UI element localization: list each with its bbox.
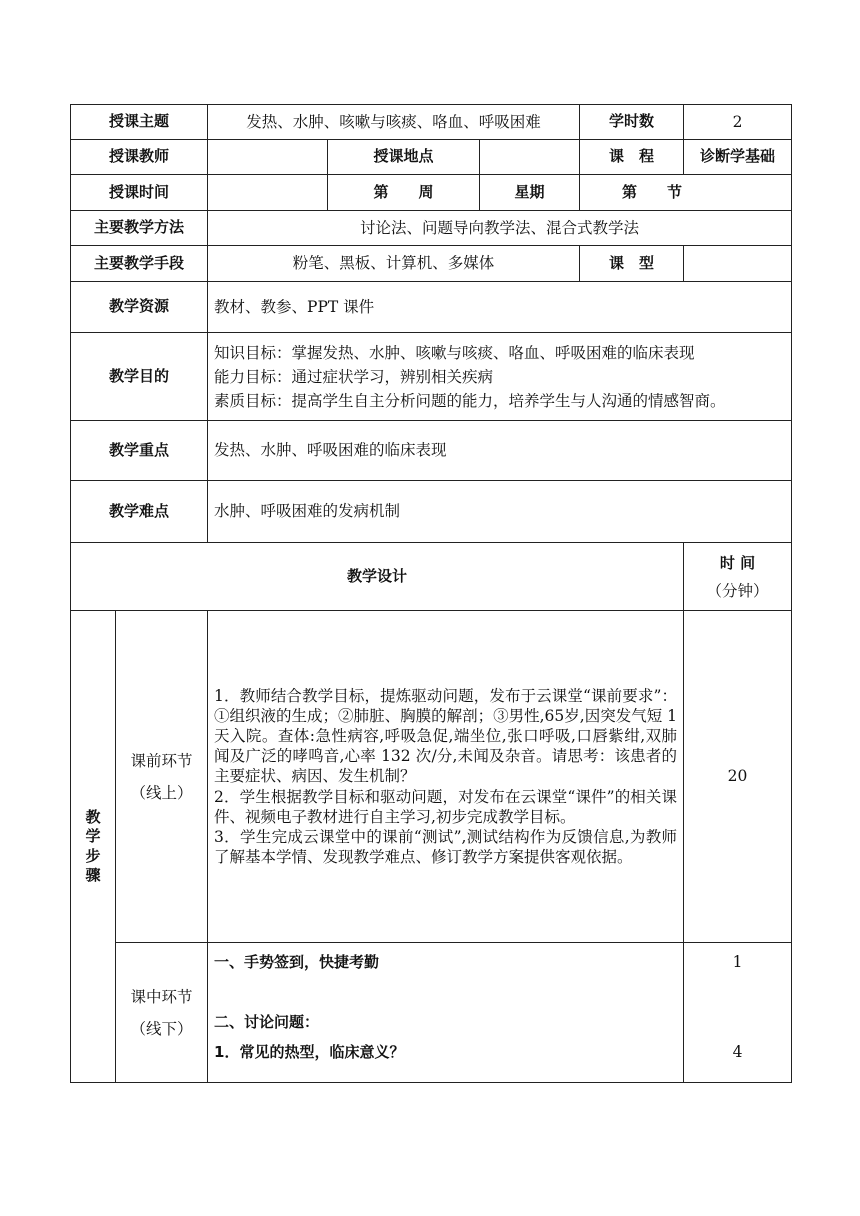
steps-label: 教 学 步 骤: [71, 611, 116, 1083]
teacher-value: [208, 140, 328, 175]
time-header-label: 时 间: [719, 553, 756, 572]
week-label: 第 周: [328, 175, 480, 211]
in-class-minutes: [684, 943, 792, 1083]
difficulties-label: 教学难点: [71, 481, 208, 543]
pre-class-row: [71, 611, 792, 943]
key-points-label: 教学重点: [71, 421, 208, 481]
lesson-plan-table: [70, 104, 792, 1083]
in-class-item-discussion: 二、讨论问题：: [214, 1013, 320, 1031]
pre-class-paragraph-3: 3．学生完成云课堂中的课前“测试”,测试结构作为反馈信息,为教师了解基本学情、发现教学难点、修订教学方案提供客观依据。: [214, 827, 678, 866]
pre-class-paragraph-1: 1．教师结合教学目标，提炼驱动问题，发布于云课堂“课前要求”：①组织液的生成；②肺脏、胸膜的解剖；③男性,65岁,因突发气短 1 天入院。查体:急性病容,呼吸急促,端坐位,张口呼吸,口唇紫绀,双肺闻及广泛的哮鸣音,心率 132 次/分,未闻及杂音。请思考：该患者的主要症状、病因、发生机制？: [214, 686, 678, 786]
method-value: 讨论法、问题导向教学法、混合式教学法: [208, 211, 792, 246]
in-class-content: [208, 943, 684, 1083]
hours-value: 2: [684, 105, 792, 140]
location-label: 授课地点: [328, 140, 480, 175]
key-points-value: 发热、水肿、呼吸困难的临床表现: [208, 421, 792, 481]
weekday-label: 星期: [480, 175, 580, 211]
in-class-stage-name: 课中环节: [130, 987, 193, 1006]
objective-quality: 素质目标：提高学生自主分析问题的能力，培养学生与人沟通的情感智商。: [214, 391, 726, 410]
design-header-row: [71, 543, 792, 611]
resources-value: 教材、教参、PPT 课件: [208, 282, 792, 333]
method-label: 主要教学方法: [71, 211, 208, 246]
in-class-stage-mode: （线下）: [130, 1019, 193, 1038]
resources-row: [71, 282, 792, 333]
section-label: 第 节: [580, 175, 792, 211]
objective-knowledge: 知识目标：掌握发热、水肿、咳嗽与咳痰、咯血、呼吸困难的临床表现: [214, 343, 695, 362]
topic-row: [71, 105, 792, 140]
pre-class-stage-name: 课前环节: [130, 751, 193, 770]
location-value: [480, 140, 580, 175]
means-row: [71, 246, 792, 282]
means-value: 粉笔、黑板、计算机、多媒体: [208, 246, 580, 282]
key-points-row: [71, 421, 792, 481]
teacher-label: 授课教师: [71, 140, 208, 175]
means-label: 主要教学手段: [71, 246, 208, 282]
in-class-stage: [116, 943, 208, 1083]
topic-label: 授课主题: [71, 105, 208, 140]
course-label: 课 程: [580, 140, 684, 175]
in-class-item-question-1: 1．常见的热型，临床意义？: [214, 1043, 405, 1061]
pre-class-stage: [116, 611, 208, 943]
objectives-list: [208, 333, 792, 421]
pre-class-content: [208, 611, 684, 943]
in-class-row: [71, 943, 792, 1083]
design-label: 教学设计: [71, 543, 684, 611]
time-label: 授课时间: [71, 175, 208, 211]
time-header-unit: （分钟）: [706, 581, 769, 600]
time-header: [684, 543, 792, 611]
course-value: 诊断学基础: [684, 140, 792, 175]
pre-class-stage-mode: （线上）: [130, 783, 193, 802]
time-value: [208, 175, 328, 211]
in-class-minutes-2: 4: [732, 1043, 743, 1061]
objectives-label: 教学目的: [71, 333, 208, 421]
resources-label: 教学资源: [71, 282, 208, 333]
type-value: [684, 246, 792, 282]
time-row: [71, 175, 792, 211]
hours-label: 学时数: [580, 105, 684, 140]
difficulties-value: 水肿、呼吸困难的发病机制: [208, 481, 792, 543]
method-row: [71, 211, 792, 246]
objectives-row: [71, 333, 792, 421]
pre-class-minutes: 20: [684, 611, 792, 943]
in-class-item-attendance: 一、手势签到，快捷考勤: [214, 953, 380, 971]
topic-value: 发热、水肿、咳嗽与咳痰、咯血、呼吸困难: [208, 105, 580, 140]
difficulties-row: [71, 481, 792, 543]
pre-class-paragraph-2: 2．学生根据教学目标和驱动问题，对发布在云课堂“课件”的相关课件、视频电子教材进行自主学习,初步完成教学目标。: [214, 787, 678, 826]
objective-ability: 能力目标：通过症状学习，辨别相关疾病: [214, 367, 494, 386]
in-class-minutes-1: 1: [732, 953, 743, 971]
teacher-row: [71, 140, 792, 175]
type-label: 课 型: [580, 246, 684, 282]
